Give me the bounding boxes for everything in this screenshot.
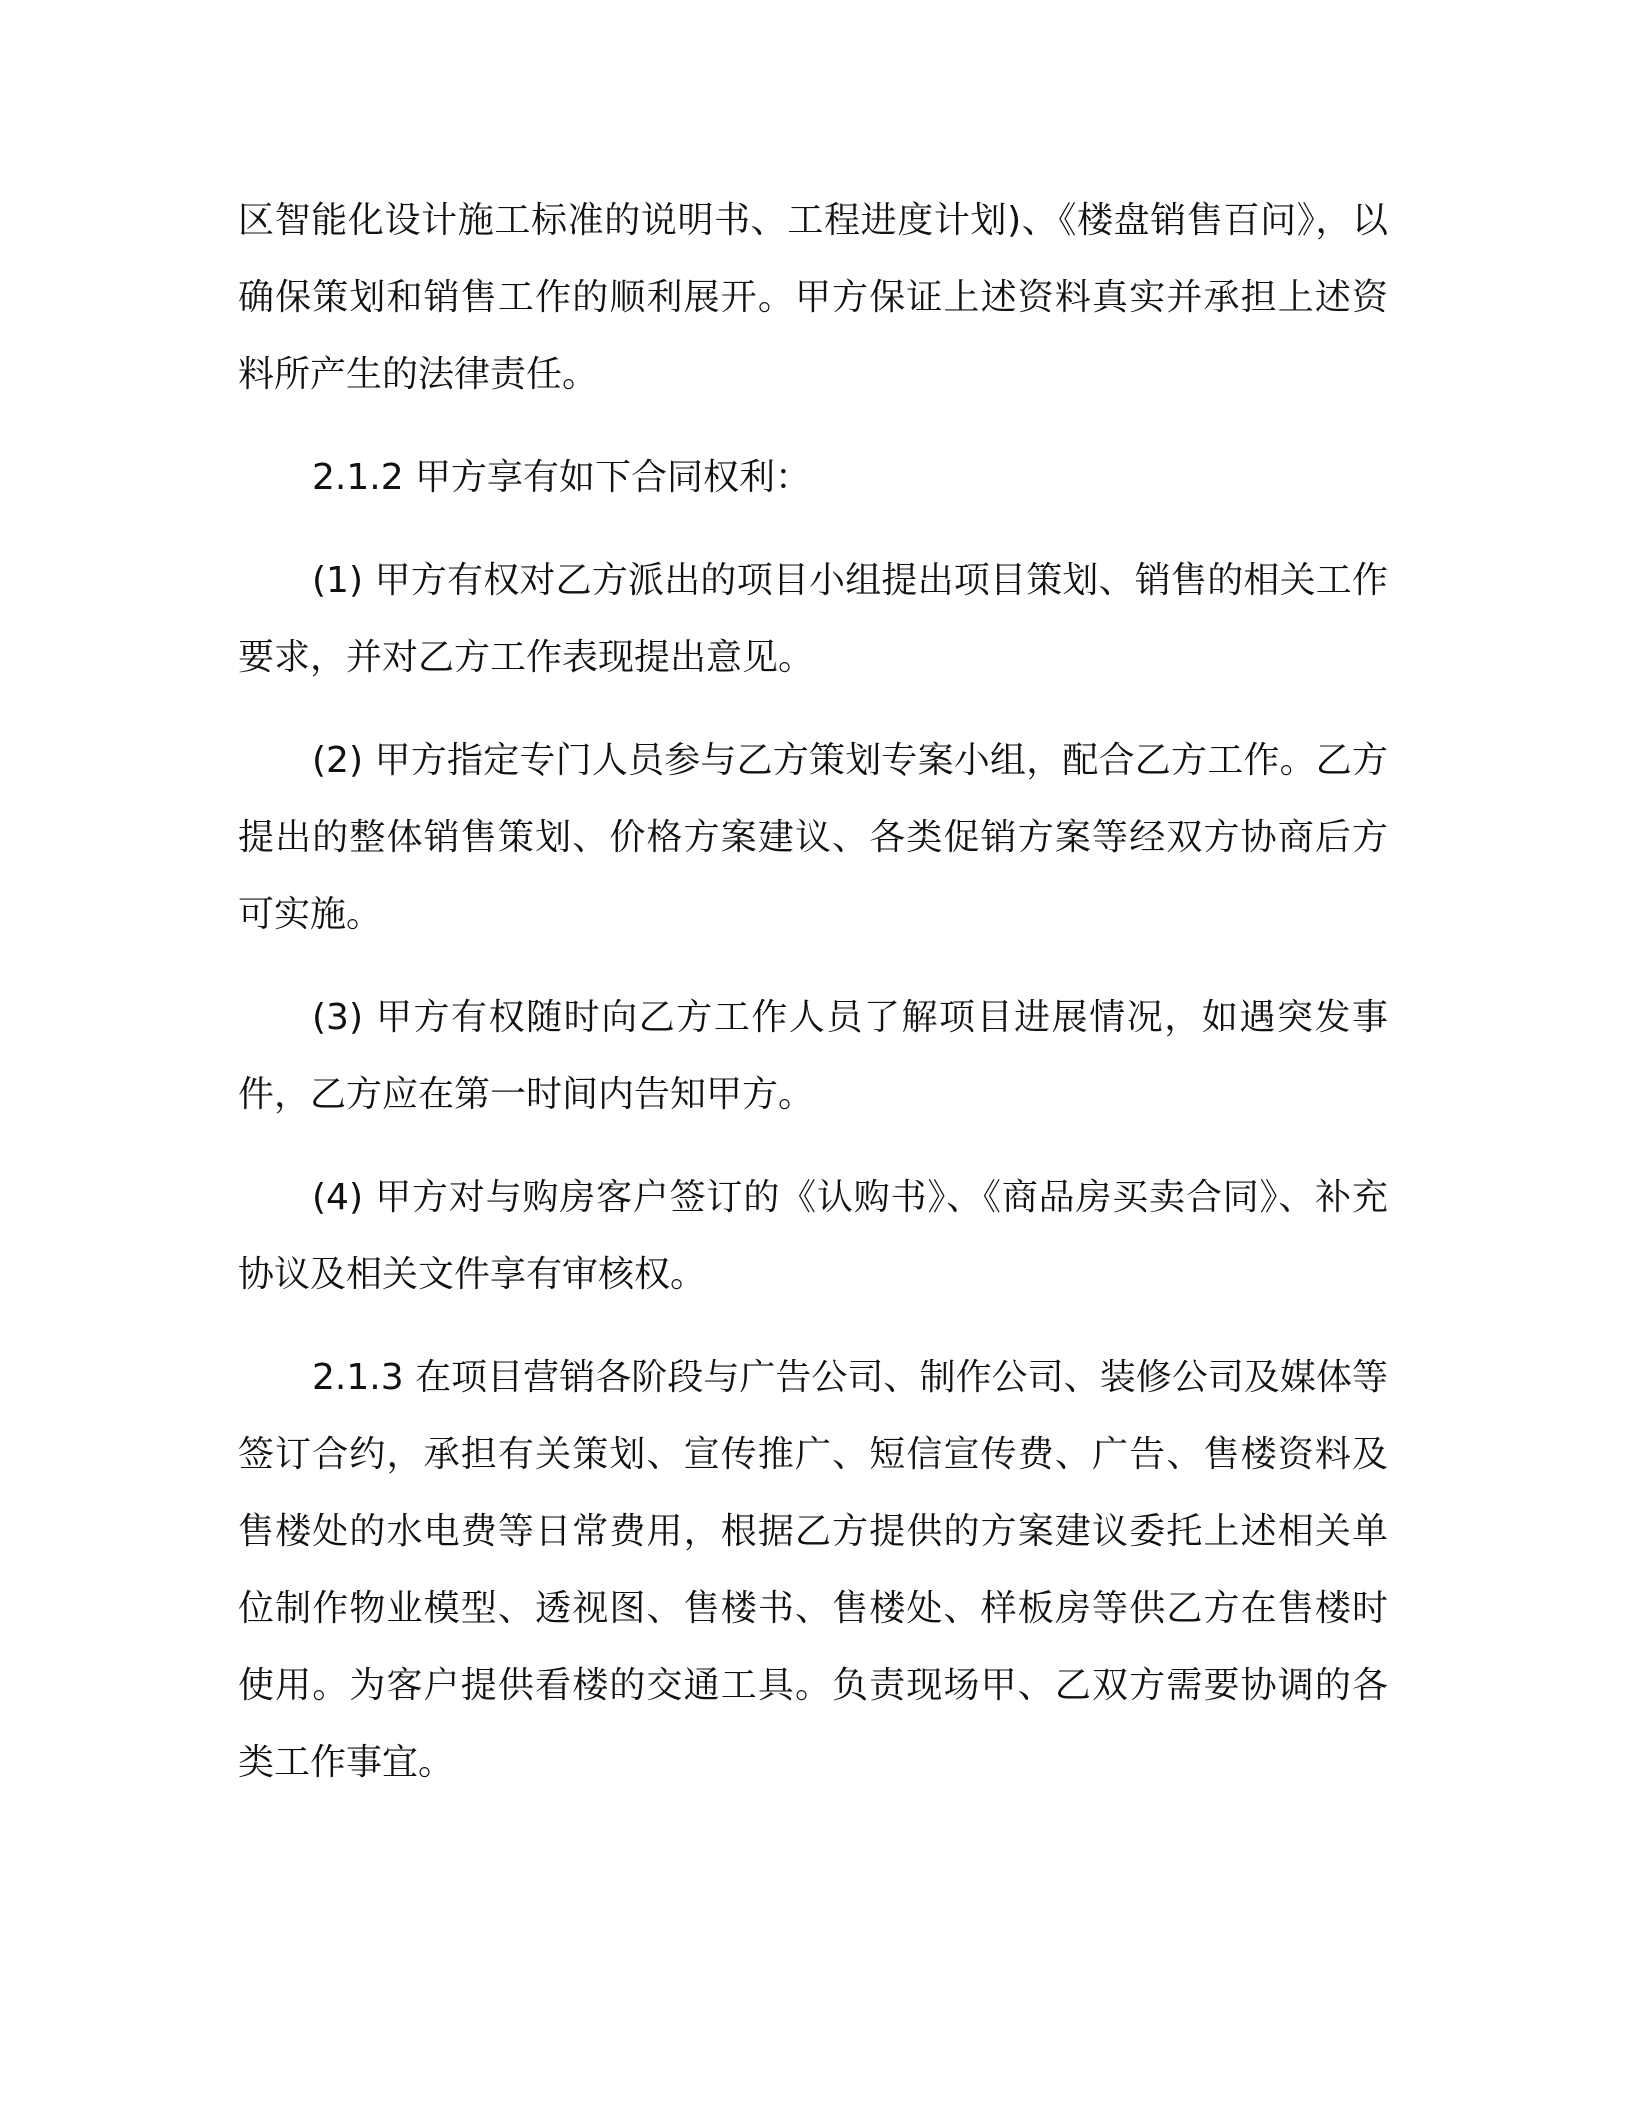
clause-2-1-3: 2.1.3 在项目营销各阶段与广告公司、制作公司、装修公司及媒体等签订合约，承担有关策划、宣传推广、短信宣传费、广告、售楼资料及售楼处的水电费等日常费用，根据乙方提供的方案建议委托上述相关单位制作物业模型、透视图、售楼书、售楼处、样板房等供乙方在售楼时使用。为客户提供看楼的交通工具。负责现场甲、乙双方需要协调的各类工作事宜。 <box>238 1357 1388 1783</box>
paragraph-continuation: 区智能化设计施工标准的说明书、工程进度计划)、《楼盘销售百问》，以确保策划和销售工作的顺利展开。甲方保证上述资料真实并承担上述资料所产生的法律责任。 <box>238 200 1388 395</box>
document-body <box>238 182 1388 1801</box>
clause-item-4: (4) 甲方对与购房客户签订的《认购书》、《商品房买卖合同》、补充协议及相关文件享有审核权。 <box>238 1177 1388 1295</box>
clause-item-3: (3) 甲方有权随时向乙方工作人员了解项目进展情况，如遇突发事件，乙方应在第一时间内告知甲方。 <box>238 997 1388 1115</box>
clause-2-1-2-heading: 2.1.2 甲方享有如下合同权利： <box>312 457 812 498</box>
clause-item-2: (2) 甲方指定专门人员参与乙方策划专案小组，配合乙方工作。乙方提出的整体销售策划、价格方案建议、各类促销方案等经双方协商后方可实施。 <box>238 740 1388 935</box>
clause-item-1: (1) 甲方有权对乙方派出的项目小组提出项目策划、销售的相关工作要求，并对乙方工作表现提出意见。 <box>238 560 1388 678</box>
